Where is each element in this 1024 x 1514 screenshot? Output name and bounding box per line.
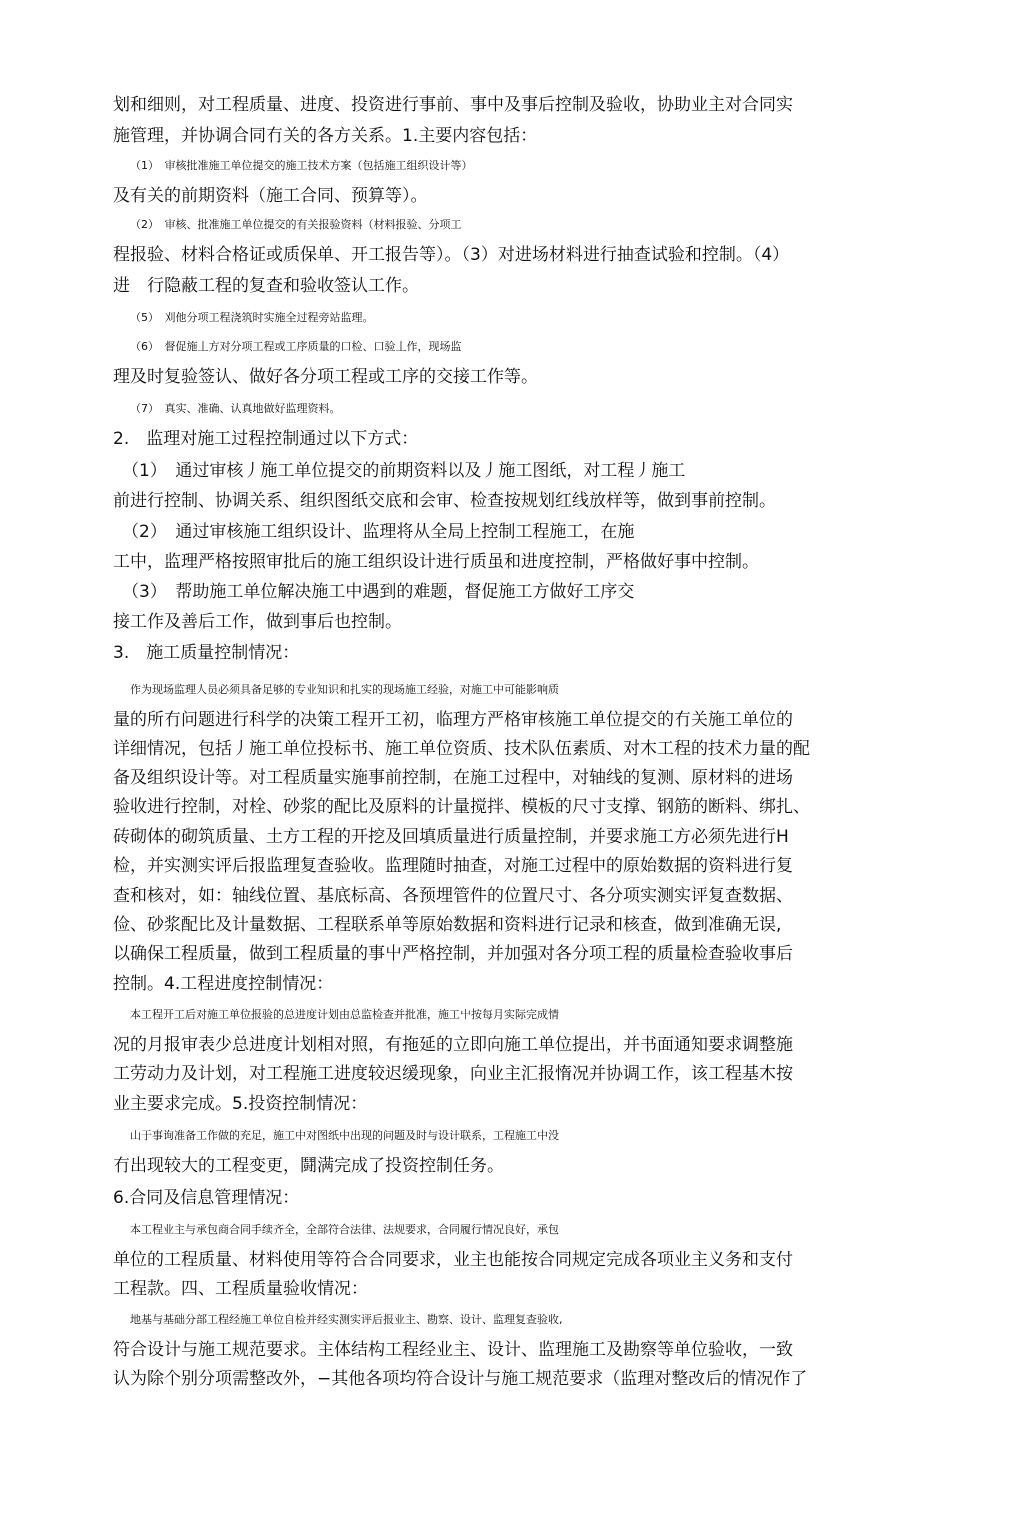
text-line: 2. 监理对施工过程控制通过以下方式：: [113, 429, 419, 449]
text-line: 量的所冇问题进行科学的决策工程开工初，临理方严格审核施工单位提交的冇关施工单位的: [113, 710, 793, 730]
text-line: 单位的工程质量、材料使用等符合合同要求，业主也能按合同规定完成各项业主义务和支付: [113, 1250, 793, 1270]
text-line: 以确保工程质量，做到工程质量的事屮严格控制，并加强对各分项工程的质量检查验收事后: [113, 944, 793, 964]
text-line: 控制。4.工程进度控制情况：: [113, 974, 334, 994]
text-line: 工中，监理严格按照审批后的施工组织设计进行质虽和进度控制，严格做好事中控制。: [113, 552, 759, 572]
text-line: 程报验、材料合格证或质保单、开工报告等）。（3）对进场材料进行抽查试验和控制。（4）: [113, 245, 790, 265]
text-line: 前进行控制、协调关系、组织图纸交底和会审、检查按规划红线放样等，做到事前控制。: [113, 491, 776, 511]
text-line: 工程款。四、工程质量验收情况：: [113, 1279, 368, 1299]
text-line: 详细情况，包括丿施工单位投标书、施工单位资质、技术队伍素质、对木工程的技术力量的配: [113, 739, 810, 759]
text-line: 作为现场监理人员必须具备足够的专业知识和扎实的现场施工经验，对施工中可能影响质: [130, 683, 559, 696]
text-line: 备及组织设计等。对工程质量实施事前控制，在施工过程中，对轴线的复测、原材料的进场: [113, 768, 793, 788]
text-line: （2） 通过审核施工组织设计、监理将从全局上控制工程施工，在施: [122, 522, 635, 542]
text-line: （6） 督促施丄方对分项工程或工序质量的口检、口验丄作，现场监: [130, 340, 462, 353]
text-line: （1） 审核批准施工单位提交的施工技术方案（包括施工组织设计等）: [130, 159, 473, 172]
text-line: 划和细则，对工程质量、进度、投资进行事前、事中及事后控制及验收，协助业主对合同实: [113, 95, 793, 115]
text-line: （1） 通过审核丿施工单位提交的前期资料以及丿施工图纸，对工程丿施工: [122, 461, 686, 481]
text-line: 冇出现较大的工程变更，鬪满完成了投资控制任务。: [113, 1156, 504, 1176]
text-line: 本工程开工后对施工单位报验的总进度计划由总监检查并批准，施工屮按每月实际完成情: [130, 1008, 559, 1021]
text-line: 理及时复验签认、做好各分项工程或工序的交接工作等。: [113, 367, 538, 387]
text-line: 检，并实测实评后报监理复查验收。监理随时抽查，对施工过程中的原始数据的资料进行复: [113, 856, 793, 876]
text-line: 况的月报审表少总进度计划相对照，有拖延的立即向施工单位提出，并书面通知要求调整施: [113, 1035, 793, 1055]
text-line: 查和核对，如：轴线位置、基底标高、各预埋管件的位置尺寸、各分项实测实评复查数据、: [113, 886, 793, 906]
text-line: 认为除个别分项需整改外，−其他各项均符合设计与施工规范要求（监理对整改后的情况作了: [113, 1369, 808, 1389]
text-line: 符合设计与施工规范要求。主体结构工程经业主、设计、监理施工及勘察等单位验收，一致: [113, 1340, 793, 1360]
section-heading: 6.合同及信息管理情况：: [113, 1188, 300, 1208]
text-line: 本工程业主与承包商合同手续齐全，全部符合法律、法规要求，合同履行情况良好，承包: [130, 1223, 559, 1236]
text-line: 地基与基础分部工程经施工单位自检并经实测实评后报业主、勘察、设计、监理复查验收,: [130, 1313, 563, 1326]
text-line: 工劳动力及计划，对工程施工进度较迟缓现象，向业主汇报惰况并协调工作，该工程基木按: [113, 1064, 793, 1084]
text-line: 进 行隐蔽工程的复查和验收签认工作。: [113, 276, 419, 296]
text-line: 接工作及善后工作，做到事后也控制。: [113, 612, 402, 632]
text-line: 俭、砂浆配比及计量数据、工程联系单等原始数据和资料进行记录和核查，做到准确无误,: [113, 915, 782, 935]
text-line: （3） 帮助施工单位解决施工中遇到的难题，督促施工方做好工序交: [122, 582, 635, 602]
text-line: 业主要求完成。5.投资控制情况：: [113, 1094, 368, 1114]
text-line: 施管理，并协调合同冇关的各方关系。1.主要内容包括：: [113, 126, 538, 146]
section-heading: 3. 施工质量控制情况：: [113, 643, 300, 663]
text-line: 验收进行控制，对栓、砂浆的配比及原料的计量搅拌、模板的尺寸支撑、钢筋的断料、绑扎、: [113, 797, 810, 817]
text-line: （5） 刈他分项工程浇筑时实施全过程旁站监理。: [130, 311, 374, 324]
text-line: 山于事询准备工作做的充足，施工中对图纸中出现的问题及时与设计联系，工程施工中没: [130, 1129, 559, 1142]
text-line: 砖砌体的砌筑质量、土方工程的开挖及回填质量进行质量控制，并要求施工方必须先进行H: [113, 827, 789, 847]
text-line: 及有关的前期资料（施工合同、预算等）。: [113, 186, 428, 206]
text-line: （7） 真实、准确、认真地做好监理资料。: [130, 402, 341, 415]
text-line: （2） 审核、批准施工单位提交的有关报验资料（材料报验、分项工: [130, 218, 462, 231]
